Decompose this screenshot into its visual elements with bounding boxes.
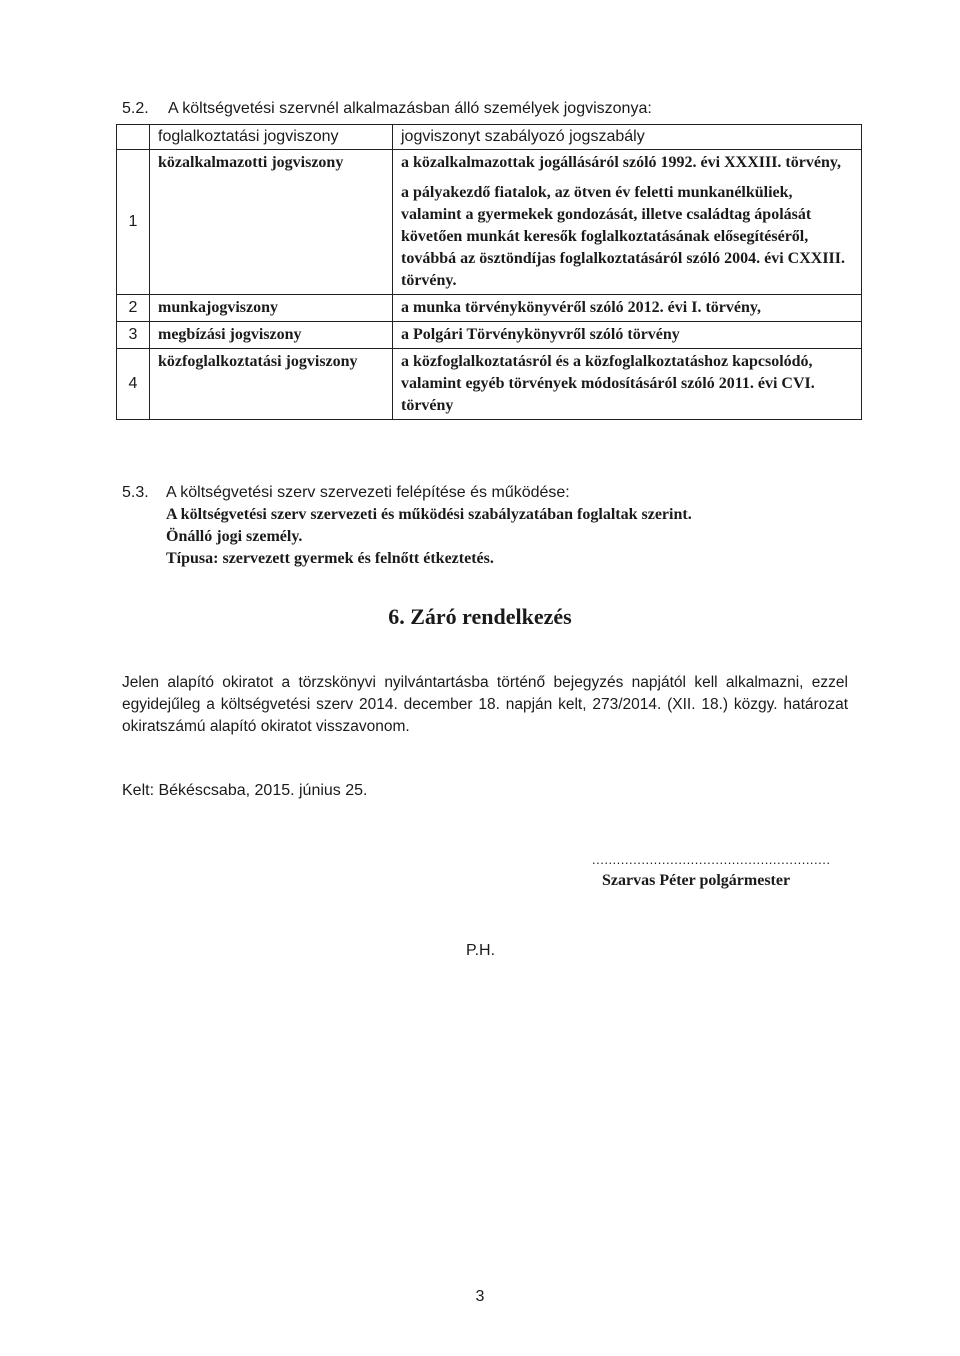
closing-title: 6. Záró rendelkezés [388,604,572,629]
header-cell-type: foglalkoztatási jogviszony [150,125,393,150]
header-cell-law: jogviszonyt szabályozó jogszabály [393,125,862,150]
row-type: közalkalmazotti jogviszony [150,150,393,295]
section-number: 5.2. [122,100,149,117]
law-text: a munka törvénykönyvéről szóló 2012. évi I. törvény, [401,299,761,316]
row-type: közfoglalkoztatási jogviszony [150,349,393,420]
row-number: 1 [117,150,150,295]
section-5-2-heading [122,100,652,118]
row-type: megbízási jogviszony [150,322,393,349]
section-line: A költségvetési szerv szervezeti és működési szabályzatában foglaltak szerint. [166,506,692,523]
signer-name: Szarvas Péter polgármester [602,872,791,889]
date-line: Kelt: Békéscsaba, 2015. június 25. [122,782,368,799]
row-type: munkajogviszony [150,295,393,322]
law-text: a közfoglalkoztatásról és a közfoglalkoztatáshoz kapcsolódó, valamint egyéb törvények módosításáról szóló 2011. évi CVI. törvény [401,353,815,414]
row-laws [393,150,862,295]
section-number: 5.3. [122,484,149,501]
table-row [117,295,862,322]
law-text: a közalkalmazottak jogállásáról szóló 1992. évi XXXIII. törvény, [401,154,841,171]
closing-paragraph: Jelen alapító okiratot a törzskönyvi nyilvántartásba történő bejegyzés napjától kell alkalmazni, ezzel egyidejűleg a költségvetési szerv 2014. december 18. napján kelt, 273/2014. (XII. 18.) közgy. határozat okiratszámú alapító okiratot visszavonom. [122,674,848,735]
table-row [117,349,862,420]
section-body [166,482,692,570]
row-number: 3 [117,322,150,349]
section-intro: A költségvetési szerv szervezeti felépítése és működése: [166,484,570,501]
table-row [117,322,862,349]
employment-relations-table [116,124,862,420]
law-text: a pályakezdő fiatalok, az ötven év feletti munkanélküliek, valamint a gyermekek gondozását, illetve családtag ápolását követően munkát keresők foglalkoztatásának elősegítéséről, továbbá az ösztöndíjas foglalkoztatásáról szóló 2004. évi CXXIII. törvény. [401,184,845,289]
page-number: 3 [475,1288,485,1305]
row-laws [393,295,862,322]
table-row [117,150,862,295]
section-5-3 [122,482,692,570]
signature-line: .......................................................... [592,852,831,867]
stamp-label: P.H. [466,942,496,959]
row-laws [393,322,862,349]
section-line: Önálló jogi személy. [166,528,303,545]
row-number: 2 [117,295,150,322]
row-number: 4 [117,349,150,420]
law-text: a Polgári Törvénykönyvről szóló törvény [401,326,680,343]
section-title: A költségvetési szervnél alkalmazásban álló személyek jogviszonya: [168,100,652,117]
table-header-row [117,125,862,150]
header-cell-empty [117,125,150,150]
row-laws [393,349,862,420]
section-line: Típusa: szervezett gyermek és felnőtt étkeztetés. [166,550,494,567]
